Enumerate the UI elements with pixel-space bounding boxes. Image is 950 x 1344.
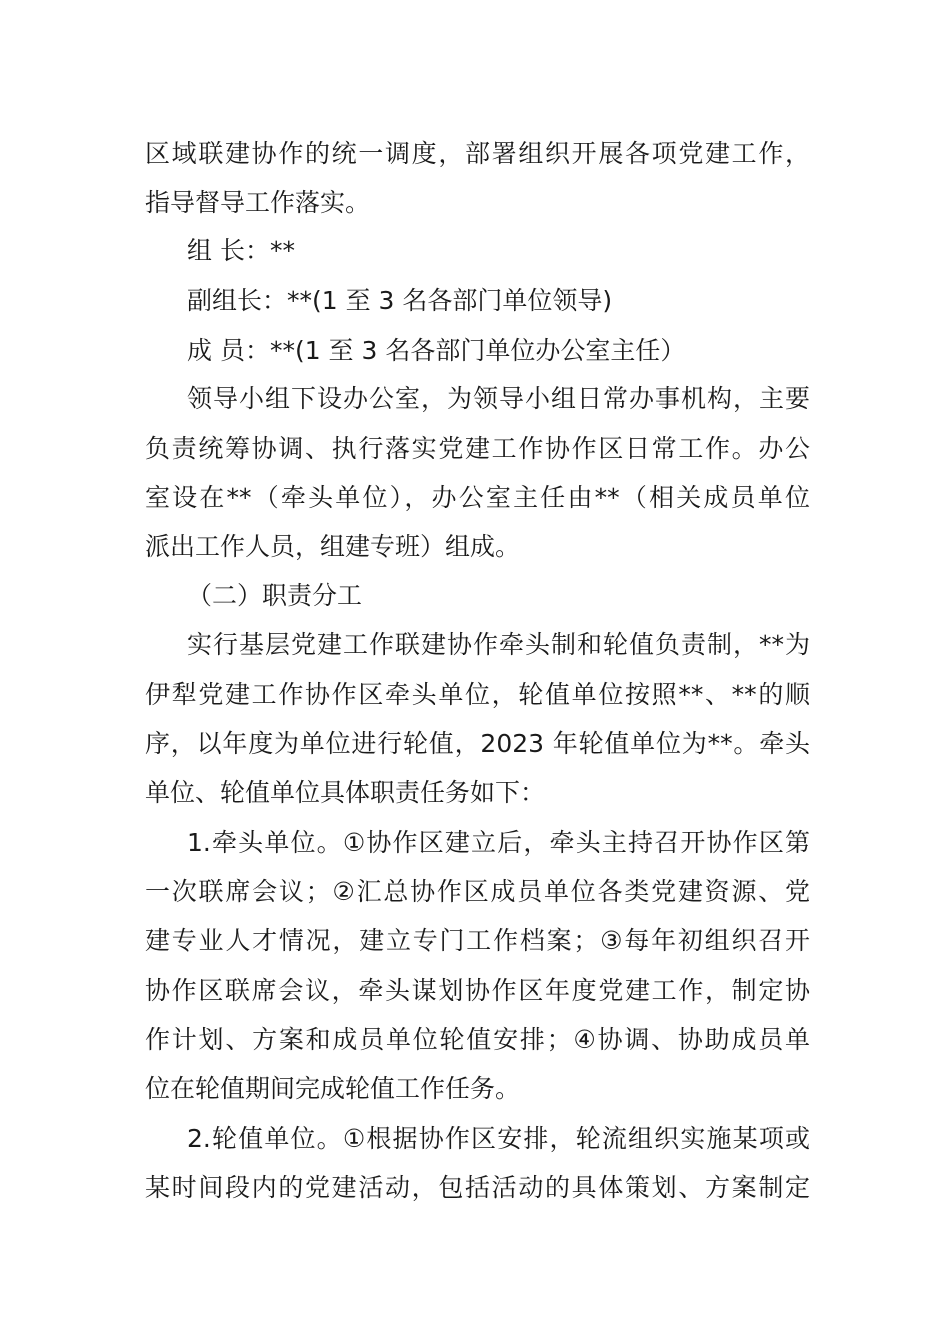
text-line: 位在轮值期间完成轮值工作任务。 bbox=[145, 1074, 521, 1103]
list-item-1-start: 1.牵头单位。①协作区建立后，牵头主持召开协作区第 bbox=[187, 828, 810, 857]
text-line: 协作区联席会议，牵头谋划协作区年度党建工作，制定协 bbox=[145, 976, 810, 1005]
list-item-2-start: 2.轮值单位。①根据协作区安排，轮流组织实施某项或 bbox=[187, 1124, 810, 1153]
paragraph-start-line: 领导小组下设办公室，为领导小组日常办事机构，主要 bbox=[187, 384, 810, 413]
deputy-leader-line: 副组长：**(1 至 3 名各部门单位领导) bbox=[187, 286, 613, 315]
text-line: 作计划、方案和成员单位轮值安排；④协调、协助成员单 bbox=[145, 1025, 810, 1054]
text-line: 派出工作人员，组建专班）组成。 bbox=[145, 532, 521, 561]
text-line: 建专业人才情况，建立专门工作档案；③每年初组织召开 bbox=[145, 926, 810, 955]
text-line: 序，以年度为单位进行轮值，2023 年轮值单位为**。牵头 bbox=[145, 729, 810, 758]
group-leader-line: 组 长：** bbox=[187, 236, 295, 265]
text-line: 某时间段内的党建活动，包括活动的具体策划、方案制定 bbox=[145, 1173, 810, 1202]
section-heading: （二）职责分工 bbox=[187, 581, 363, 610]
text-line: 指导督导工作落实。 bbox=[145, 188, 371, 217]
members-line: 成 员：**(1 至 3 名各部门单位办公室主任） bbox=[187, 336, 686, 365]
paragraph-start-line: 实行基层党建工作联建协作牵头制和轮值负责制，**为 bbox=[187, 630, 810, 659]
text-line: 一次联席会议；②汇总协作区成员单位各类党建资源、党 bbox=[145, 877, 810, 906]
text-line: 伊犁党建工作协作区牵头单位，轮值单位按照**、**的顺 bbox=[145, 680, 810, 709]
text-line: 单位、轮值单位具体职责任务如下： bbox=[145, 778, 546, 807]
text-line: 负责统筹协调、执行落实党建工作协作区日常工作。办公 bbox=[145, 434, 810, 463]
text-line: 室设在**（牵头单位），办公室主任由**（相关成员单位 bbox=[145, 483, 810, 512]
text-line: 区域联建协作的统一调度，部署组织开展各项党建工作， bbox=[145, 139, 810, 168]
